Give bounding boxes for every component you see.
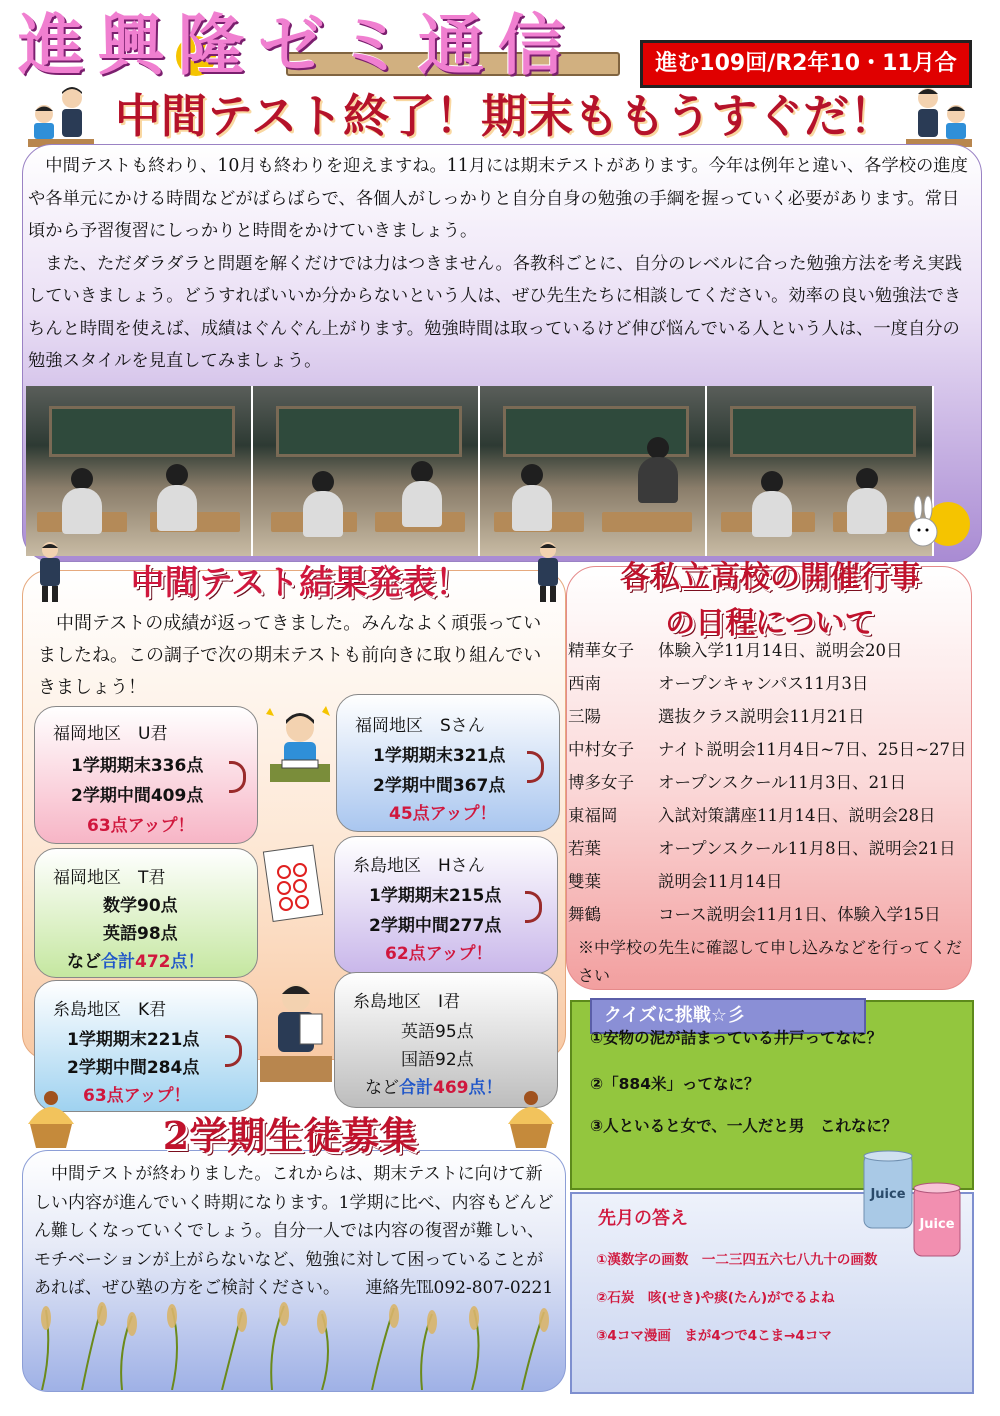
school-name: 三陽: [568, 707, 601, 726]
card-total: など合計469点！: [365, 1078, 503, 1098]
card-region: 糸島地区 K君: [53, 1000, 167, 1020]
intro-text: [28, 150, 972, 378]
school-name: 雙葉: [568, 872, 601, 891]
card-increase: 63点アップ！: [83, 1086, 191, 1106]
answer-2: ②石炭 咳(せき)や痰(たん)がでるよね: [596, 1290, 835, 1306]
card-line-1: 1学期期末215点: [369, 886, 502, 906]
card-total: など合計472点！: [67, 952, 205, 972]
classroom-photo-3: [480, 386, 707, 556]
card-region: 糸島地区 Hさん: [353, 856, 485, 876]
arrow-icon: [229, 761, 246, 793]
rabbit-moon-icon: [896, 494, 972, 560]
arrow-icon: [225, 1035, 242, 1067]
answer-1: ①漢数字の画数 一二三四五六七八九十の画数: [596, 1252, 878, 1268]
schedule-row: [568, 766, 970, 799]
card-line-2: 2学期中間409点: [71, 786, 204, 806]
issue-label: 進む109回/R2年10・11月合: [640, 40, 972, 88]
card-line-1: 数学90点: [103, 896, 178, 916]
schedule-row: [568, 634, 970, 667]
teacher-with-paper-illustration: [256, 978, 336, 1088]
card-increase: 63点アップ！: [87, 816, 195, 836]
card-line-2: 2学期中間284点: [67, 1058, 200, 1078]
card-line-2: 2学期中間367点: [373, 776, 506, 796]
school-name: 西南: [568, 674, 601, 693]
classroom-photos: [26, 386, 934, 556]
results-intro-text: 中間テストの成績が返ってきました。みんなよく頑張っていましたね。この調子で次の期末テストも前向きに取り組んでいきましょう！: [38, 613, 542, 698]
event-detail: 選抜クラス説明会11月21日: [658, 707, 865, 726]
card-line-1: 1学期期末221点: [67, 1030, 200, 1050]
mont-blanc-cake-icon-right: [500, 1084, 562, 1150]
school-name: 東福岡: [568, 806, 618, 825]
intro-paragraph-1: 中間テストも終わり、10月も終わりを迎えますね。11月には期末テストがあります。今年は例年と違い、各学校の進度や各単元にかける時間などがばらばらで、各個人がしっかりと自分自身の勉強の手綱を握っていく必要があります。常日頃から予習復習にしっかりと時間をかけていきましょう。: [28, 156, 968, 241]
card-region: 糸島地区 I君: [353, 992, 461, 1012]
results-heading: 中間テスト結果発表！: [130, 563, 470, 603]
event-detail: オープンキャンパス11月3日: [658, 674, 869, 693]
event-detail: 入試対策講座11月14日、説明会28日: [658, 806, 936, 825]
school-name: 舞鶴: [568, 905, 601, 924]
card-line-1: 1学期期末321点: [373, 746, 506, 766]
event-detail: 体験入学11月14日、説明会20日: [658, 641, 903, 660]
event-detail: 説明会11月14日: [658, 872, 783, 891]
mont-blanc-cake-icon-left: [20, 1084, 82, 1150]
school-name: 精華女子: [568, 641, 634, 660]
card-region: 福岡地区 T君: [53, 868, 166, 888]
quiz-question-1: ①安物の泥が詰まっている井戸ってなに？: [590, 1029, 883, 1047]
test-paper-100-icon: [262, 842, 328, 924]
schedule-heading-2: の日程について: [665, 606, 875, 641]
schedule-heading-1: 各私立高校の開催行事: [620, 560, 920, 595]
classroom-photo-2: [253, 386, 480, 556]
school-name: 若葉: [568, 839, 601, 858]
quiz-heading: クイズに挑戦☆彡: [590, 998, 866, 1034]
teacher-pointer-icon: [30, 540, 70, 604]
event-detail: ナイト説明会11月4日~7日、25日~27日: [658, 740, 967, 759]
quiz-question-2: ②「884米」ってなに？: [590, 1075, 760, 1093]
card-line-2: 国語92点: [401, 1050, 474, 1070]
card-line-2: 2学期中間277点: [369, 916, 502, 936]
quiz-question-3: ③人といると女で、一人だと男 これなに？: [590, 1117, 898, 1135]
classroom-photo-1: [26, 386, 253, 556]
juice-can-icon-pink: [908, 1180, 966, 1260]
result-card-itoshima-h: [334, 836, 558, 974]
event-detail: オープンスクール11月3日、21日: [658, 773, 907, 792]
main-headline: 中間テスト終了！期末ももうすぐだ！: [114, 89, 896, 143]
schedule-row: [568, 733, 970, 766]
newsletter-title: 進興隆ゼミ通信: [18, 7, 578, 84]
arrow-icon: [525, 891, 542, 923]
card-region: 福岡地区 Sさん: [355, 716, 485, 736]
event-detail: コース説明会11月1日、体験入学15日: [658, 905, 941, 924]
card-increase: 62点アップ！: [385, 944, 493, 964]
school-name: 博多女子: [568, 773, 634, 792]
event-detail: オープンスクール11月8日、説明会21日: [658, 839, 956, 858]
schedule-row: [568, 865, 970, 898]
studying-student-illustration: [262, 702, 338, 790]
school-name: 中村女子: [568, 740, 634, 759]
schedule-row: [568, 832, 970, 865]
schedule-note: ※中学校の先生に確認して申し込みなどを行ってください: [578, 938, 963, 985]
result-card-fukuoka-t: [34, 848, 258, 978]
recruit-paragraph: 中間テストが終わりました。これからは、期末テストに向けて新しい内容が進んでいく時期になります。1学期に比べ、内容もどんどん難しくなっていくでしょう。自分一人では内容の復習が難しい、モチベーションが上がらないなど、勉強に対して困っていることがあれば、ぜひ塾の方をご検討ください。 連絡先℡092-807-0221: [34, 1164, 554, 1298]
card-line-1: 英語95点: [401, 1022, 474, 1042]
recruit-text: [34, 1160, 556, 1303]
schedule-row: [568, 799, 970, 832]
teacher-pointer-icon-right: [528, 540, 568, 604]
recruit-heading: 2学期生徒募集: [162, 1113, 418, 1158]
card-line-2: 英語98点: [103, 924, 178, 944]
result-card-fukuoka-s: [336, 694, 560, 832]
card-region: 福岡地区 U君: [53, 724, 168, 744]
svg-text:Juice: Juice: [919, 1217, 955, 1232]
schedule-row: [568, 898, 970, 931]
card-line-1: 1学期期末336点: [71, 756, 204, 776]
schedule-row: [568, 667, 970, 700]
intro-paragraph-2: また、ただダラダラと問題を解くだけでは力はつきません。各教科ごとに、自分のレベルに合った勉強方法を考え実践していきましょう。どうすればいいか分からないという人は、ぜひ先生たちに相談してください。効率の良い勉強法できちんと時間を使えば、成績はぐんぐん上がります。勉強時間は取っているけど伸び悩んでいる人という人は、一度自分の勉強スタイルを見直してみましょう。: [28, 253, 963, 371]
result-card-fukuoka-u: [34, 706, 258, 844]
answers-heading: 先月の答え: [598, 1208, 688, 1229]
arrow-icon: [527, 751, 544, 783]
card-increase: 45点アップ！: [389, 804, 497, 824]
svg-text:Juice: Juice: [870, 1187, 906, 1202]
schedule-row: [568, 700, 970, 733]
results-intro: [38, 608, 558, 704]
answer-3: ③4コマ漫画 まが4つで4こま→4コマ: [596, 1328, 832, 1344]
